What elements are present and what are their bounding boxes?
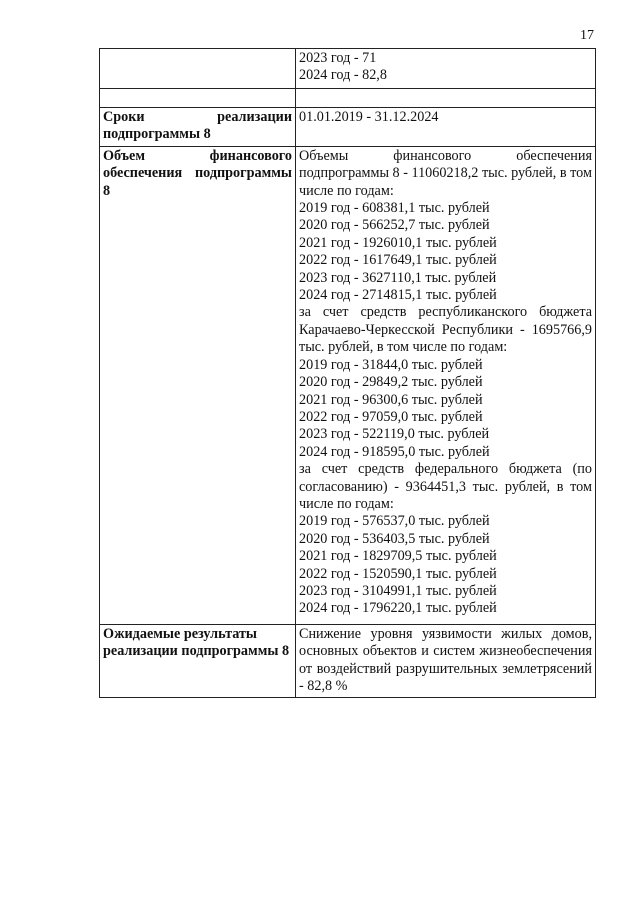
funding-regional-2020: 2020 год - 29849,2 тыс. рублей bbox=[299, 374, 483, 391]
funding-total-2021: 2021 год - 1926010,1 тыс. рублей bbox=[299, 234, 497, 251]
table-row-timeline bbox=[100, 108, 596, 147]
funding-regional-2019: 2019 год - 31844,0 тыс. рублей bbox=[299, 356, 483, 373]
funding-regional-2021: 2021 год - 96300,6 тыс. рублей bbox=[299, 391, 483, 408]
funding-federal-2024: 2024 год - 1796220,1 тыс. рублей bbox=[299, 600, 497, 617]
timeline-label: Сроки реализации подпрограммы 8 bbox=[100, 108, 296, 147]
funding-total-2019: 2019 год - 608381,1 тыс. рублей bbox=[299, 200, 490, 217]
table-row-results bbox=[100, 624, 596, 698]
funding-intro: Объемы финансового обеспечения подпрограммы 8 - 11060218,2 тыс. рублей, в том числе по годам: bbox=[299, 147, 592, 199]
funding-federal-2020: 2020 год - 536403,5 тыс. рублей bbox=[299, 530, 490, 547]
table-row-gap bbox=[100, 89, 596, 108]
continuation-label-cell bbox=[100, 49, 296, 89]
table-row-continuation bbox=[100, 49, 596, 89]
page-number: 17 bbox=[580, 28, 594, 43]
funding-federal-2019: 2019 год - 576537,0 тыс. рублей bbox=[299, 513, 490, 530]
funding-label: Объем финансового обеспечения подпрограммы 8 bbox=[100, 146, 296, 624]
funding-federal-2022: 2022 год - 1520590,1 тыс. рублей bbox=[299, 565, 497, 582]
funding-regional-intro: за счет средств республиканского бюджета Карачаево-Черкесской Республики - 1695766,9 тыс. рублей, в том числе по годам: bbox=[299, 304, 592, 356]
funding-total-2022: 2022 год - 1617649,1 тыс. рублей bbox=[299, 252, 497, 269]
subprogram-passport-table bbox=[99, 48, 596, 698]
results-label: Ожидаемые результаты реализации подпрограммы 8 bbox=[100, 624, 296, 698]
funding-regional-2024: 2024 год - 918595,0 тыс. рублей bbox=[299, 443, 490, 460]
funding-federal-2021: 2021 год - 1829709,5 тыс. рублей bbox=[299, 548, 497, 565]
funding-federal-intro: за счет средств федерального бюджета (по согласованию) - 9364451,3 тыс. рублей, в том числе по годам: bbox=[299, 461, 592, 512]
funding-federal-2023: 2023 год - 3104991,1 тыс. рублей bbox=[299, 582, 497, 599]
results-value: Снижение уровня уязвимости жилых домов, основных объектов и систем жизнеобеспечения от воздействий разрушительных землетрясений - 82,8 % bbox=[296, 624, 596, 698]
continuation-value-2024: 2024 год - 82,8 bbox=[299, 67, 387, 84]
table-row-funding bbox=[100, 146, 596, 624]
funding-regional-2022: 2022 год - 97059,0 тыс. рублей bbox=[299, 408, 483, 425]
funding-total-2024: 2024 год - 2714815,1 тыс. рублей bbox=[299, 287, 497, 304]
funding-regional-2023: 2023 год - 522119,0 тыс. рублей bbox=[299, 426, 490, 443]
funding-value-cell bbox=[296, 146, 596, 624]
timeline-value: 01.01.2019 - 31.12.2024 bbox=[296, 108, 596, 147]
funding-total-2023: 2023 год - 3627110,1 тыс. рублей bbox=[299, 269, 497, 286]
continuation-value-cell bbox=[296, 49, 596, 89]
continuation-value-2023: 2023 год - 71 bbox=[299, 50, 377, 66]
funding-total-2020: 2020 год - 566252,7 тыс. рублей bbox=[299, 217, 490, 234]
